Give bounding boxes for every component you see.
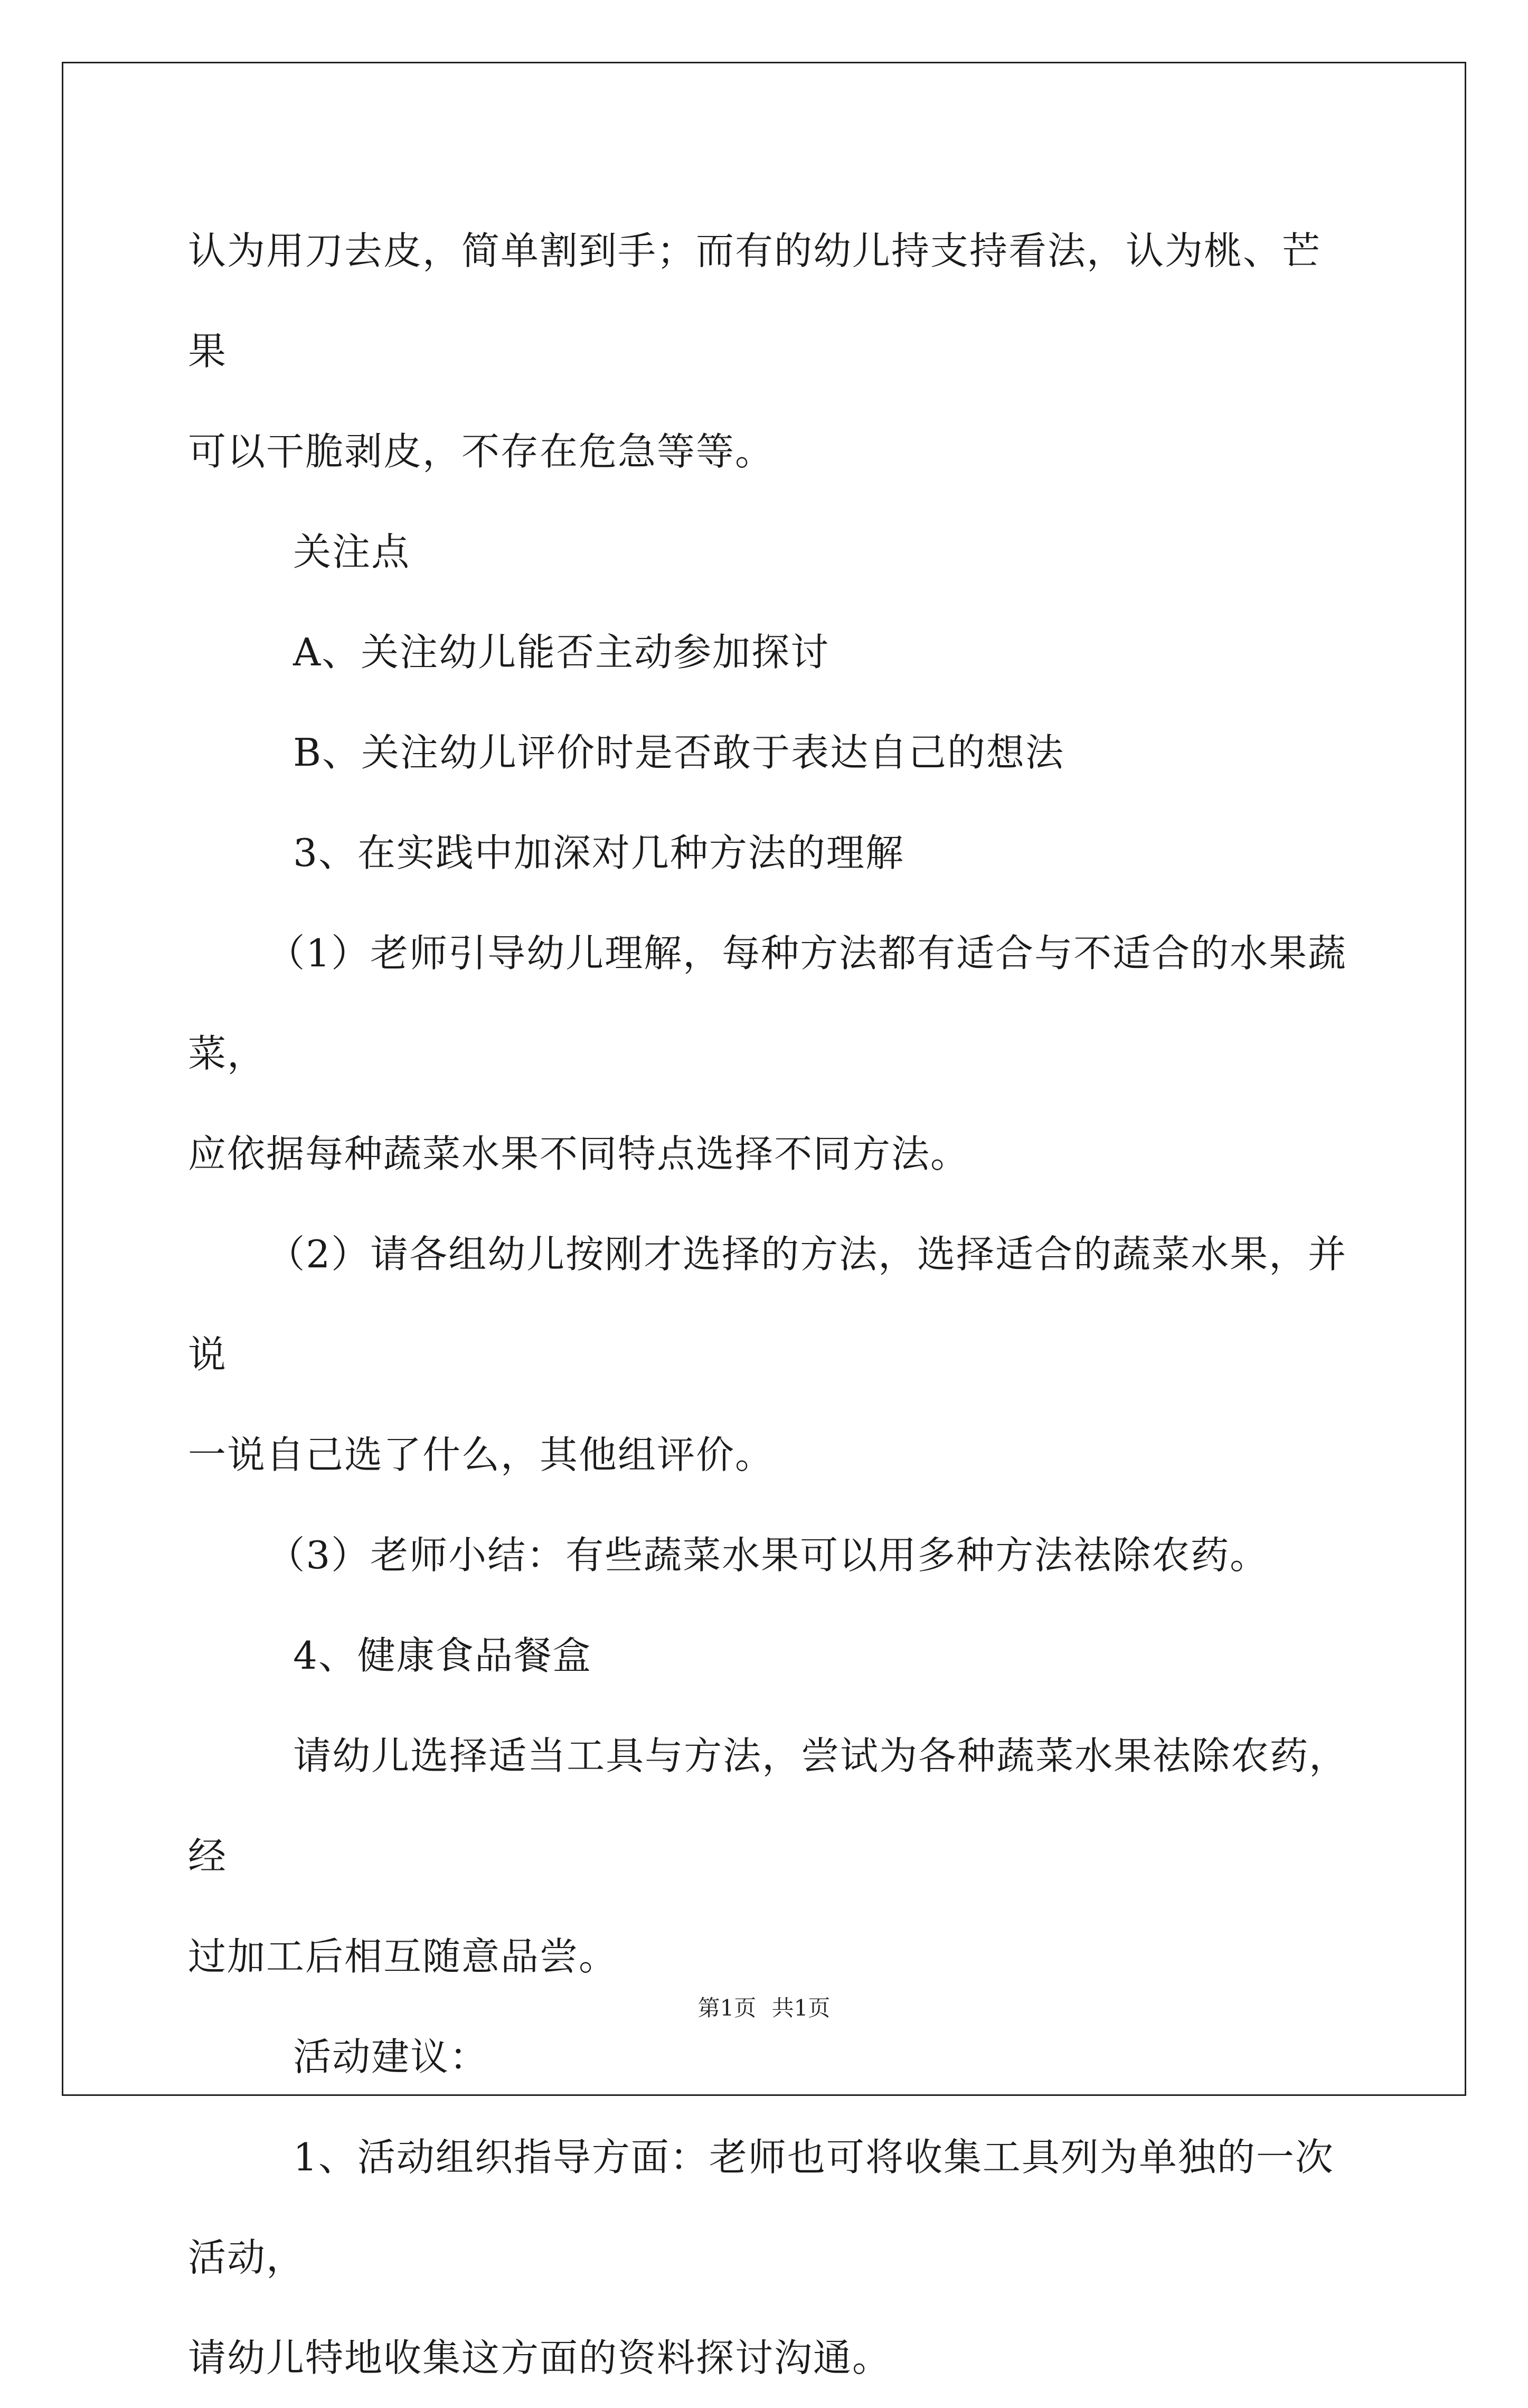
section-heading: 关注点	[188, 530, 411, 574]
paragraph-line: （3）老师小结：有些蔬菜水果可以用多种方法祛除农药。	[188, 1533, 1269, 1577]
paragraph-line: 1、活动组织指导方面：老师也可将收集工具列为单独的一次活动，	[188, 2135, 1334, 2280]
page-number: 第1页	[697, 1995, 757, 2021]
paragraph-line: 认为用刀去皮，简单割到手；而有的幼儿持支持看法，认为桃、芒果	[188, 229, 1322, 373]
paragraph-line: 应依据每种蔬菜水果不同特点选择不同方法。	[188, 1132, 970, 1176]
section-heading: 3、在实践中加深对几种方法的理解	[188, 831, 904, 875]
section-heading: 4、健康食品餐盒	[188, 1633, 592, 1678]
page-total: 共1页	[771, 1995, 831, 2021]
paragraph-line: 请幼儿选择适当工具与方法，尝试为各种蔬菜水果祛除农药，经	[188, 1734, 1348, 1878]
page-footer	[0, 1991, 1528, 2023]
paragraph-line: A、关注幼儿能否主动参加探讨	[188, 630, 830, 674]
document-body	[188, 201, 1350, 2408]
paragraph-line: B、关注幼儿评价时是否敢于表达自己的想法	[188, 730, 1065, 775]
paragraph-line: 过加工后相互随意品尝。	[188, 1934, 618, 1979]
paragraph-line: 请幼儿特地收集这方面的资料探讨沟通。	[188, 2336, 892, 2380]
paragraph-line: （1）老师引导幼儿理解，每种方法都有适合与不适合的水果蔬菜，	[188, 931, 1347, 1076]
paragraph-line: 可以干脆剥皮，不存在危急等等。	[188, 429, 775, 474]
section-heading: 活动建议：	[188, 2035, 489, 2079]
paragraph-line: 一说自己选了什么，其他组评价。	[188, 1433, 775, 1477]
paragraph-line: （2）请各组幼儿按刚才选择的方法，选择适合的蔬菜水果，并说	[188, 1232, 1347, 1377]
